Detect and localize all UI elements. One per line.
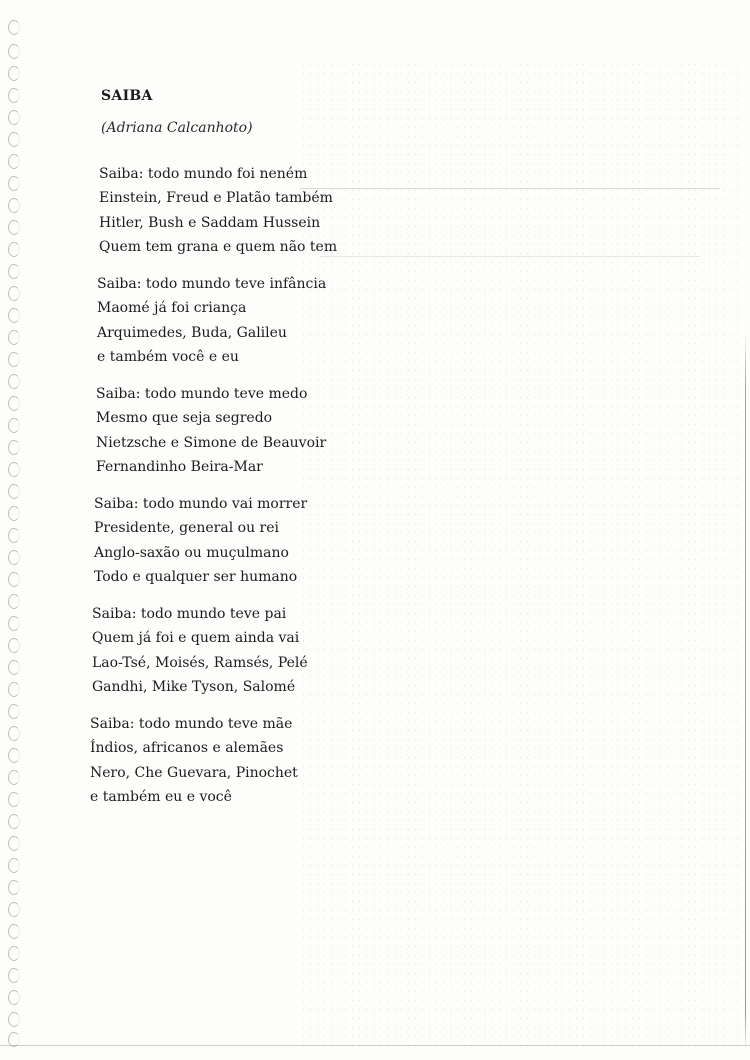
binder-hole [8,616,20,631]
poem-line: Saiba: todo mundo teve medo [96,386,308,402]
binder-hole [8,726,20,741]
binder-hole [8,550,20,565]
page-bottom-edge [0,1045,750,1046]
binder-hole [8,638,20,653]
binder-hole [8,990,20,1005]
binder-hole [8,352,20,367]
poem-line: Nero, Che Guevara, Pinochet [90,764,298,781]
poem-line: Saiba: todo mundo teve pai [92,606,287,622]
binder-hole [8,1032,20,1047]
stanza-5 [92,602,308,699]
binder-hole [8,528,20,543]
poem-line: Todo e qualquer ser humano [94,568,298,585]
binder-hole [8,286,20,301]
poem-line: Saiba: todo mundo teve infância [97,276,327,292]
binder-hole [8,418,20,433]
poem-line: Presidente, general ou rei [94,520,280,537]
binder-hole [8,770,20,785]
stanza-2 [97,272,326,369]
poem-line: Hitler, Bush e Saddam Hussein [99,214,321,231]
poem-line: Einstein, Freud e Platão também [99,190,333,207]
binder-hole [8,264,20,279]
binder-hole [8,858,20,873]
binder-hole [8,682,20,697]
poem-line: Maomé já foi criança [97,300,247,317]
stanza-3 [96,382,326,479]
scan-artifact-line [300,188,720,189]
binder-hole [8,484,20,499]
binder-hole [8,748,20,763]
poem-line: Fernandinho Beira-Mar [96,458,263,475]
poem-line: e também eu e você [90,788,232,805]
binder-hole [8,198,20,213]
poem-line: Quem tem grana e quem não tem [99,238,338,255]
poem-line: Gandhi, Mike Tyson, Salomé [92,678,296,695]
stanza-4 [94,492,307,589]
binder-hole [8,132,20,147]
poem-line: Mesmo que seja segredo [96,410,273,427]
poem-line: Lao-Tsé, Moisés, Ramsés, Pelé [92,654,308,671]
binder-hole [8,220,20,235]
page-right-edge [745,330,747,1050]
binder-hole [8,374,20,389]
poem-line: Anglo-saxão ou muçulmano [94,544,289,561]
binder-holes [4,20,28,1050]
binder-hole [8,396,20,411]
binder-hole [8,594,20,609]
poem-line: Saiba: todo mundo foi neném [99,166,308,182]
poem-line: Arquimedes, Buda, Galileu [97,324,287,341]
binder-hole [8,946,20,961]
binder-hole [8,506,20,521]
binder-hole [8,110,20,125]
scan-artifact-line [320,256,700,257]
poem-author: (Adriana Calcanhoto) [101,120,253,136]
binder-hole [8,704,20,719]
binder-hole [8,836,20,851]
binder-hole [8,440,20,455]
binder-hole [8,880,20,895]
binder-hole [8,1012,20,1027]
binder-hole [8,88,20,103]
binder-hole [8,462,20,477]
poem-title: SAIBA [101,88,153,104]
binder-hole [8,660,20,675]
binder-hole [8,154,20,169]
binder-hole [8,20,20,35]
poem-line: Saiba: todo mundo vai morrer [94,496,308,512]
poem-line: Quem já foi e quem ainda vai [92,630,300,647]
binder-hole [8,66,20,81]
binder-hole [8,176,20,191]
binder-hole [8,924,20,939]
binder-hole [8,44,20,59]
binder-hole [8,330,20,345]
binder-hole [8,242,20,257]
poem-line: Nietzsche e Simone de Beauvoir [96,434,327,451]
poem-line: e também você e eu [97,348,239,365]
poem-line: Saiba: todo mundo teve mãe [90,716,293,732]
stanza-1 [99,162,337,259]
scan-texture [300,60,740,1050]
binder-hole [8,792,20,807]
stanza-6 [90,712,298,809]
binder-hole [8,572,20,587]
binder-hole [8,902,20,917]
binder-hole [8,968,20,983]
poem-line: Índios, africanos e alemães [90,740,284,757]
binder-hole [8,814,20,829]
binder-hole [8,308,20,323]
